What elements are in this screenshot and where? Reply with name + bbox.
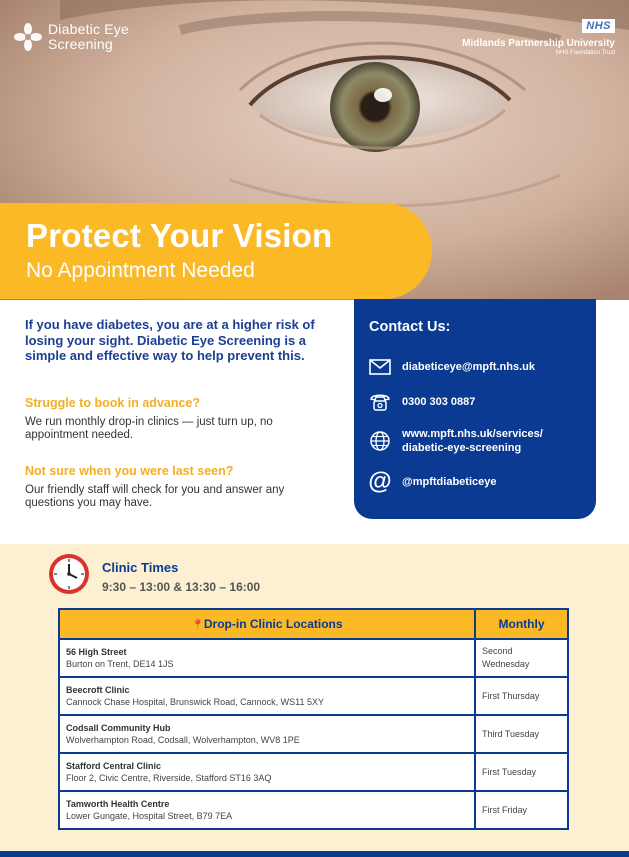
logo-line-2: Screening	[48, 36, 113, 52]
page-title: Protect Your Vision	[26, 217, 333, 254]
location-address: Lower Gungate, Hospital Street, B79 7EA	[66, 811, 233, 821]
at-sign-icon: @	[368, 468, 392, 495]
trust-name: NHS Foundation Trust	[555, 50, 615, 56]
contact-social[interactable]: @mpftdiabeticeye	[402, 476, 497, 488]
contact-title: Contact Us:	[369, 319, 451, 335]
telephone-icon	[368, 390, 392, 414]
contact-phone[interactable]: 0300 303 0887	[402, 396, 476, 408]
question-2-heading: Not sure when you were last seen?	[25, 464, 234, 478]
clinic-times-hours: 9:30 – 13:00 & 13:30 – 16:00	[102, 580, 261, 594]
envelope-icon	[368, 355, 392, 379]
logo-line-1: Diabetic Eye	[48, 21, 129, 37]
location-address: Burton on Trent, DE14 1JS	[66, 659, 174, 669]
table-row	[59, 677, 568, 715]
location-address: Floor 2, Civic Centre, Riverside, Stafford ST16 3AQ	[66, 773, 272, 783]
location-name: Codsall Community Hub	[66, 723, 171, 733]
header-monthly: Monthly	[475, 609, 568, 639]
monthly-cell: Third Tuesday	[475, 715, 568, 753]
contact-email-row[interactable]	[368, 355, 535, 379]
location-name: Stafford Central Clinic	[66, 761, 162, 771]
location-name: 56 High Street	[66, 647, 127, 657]
location-cell	[59, 753, 475, 791]
nhs-logo	[462, 16, 615, 56]
table-row	[59, 791, 568, 829]
page-subtitle: No Appointment Needed	[26, 259, 255, 282]
intro-text: If you have diabetes, you are at a higher risk of losing your sight. Diabetic Eye Screening is a simple and effective way to help prevent this.	[25, 317, 315, 363]
location-cell	[59, 791, 475, 829]
org-name: Midlands Partnership University	[462, 38, 615, 49]
contact-website[interactable]	[402, 427, 543, 455]
contact-panel	[354, 299, 596, 519]
clinic-section	[0, 544, 629, 857]
location-cell	[59, 715, 475, 753]
table-row	[59, 753, 568, 791]
clock-icon	[47, 552, 91, 596]
monthly-cell: Second Wednesday	[475, 639, 568, 677]
table-row	[59, 639, 568, 677]
question-2-text: Our friendly staff will check for you and answer any questions you may have.	[25, 484, 285, 509]
table-row	[59, 715, 568, 753]
table-header-row	[59, 609, 568, 639]
flower-logo-icon	[14, 23, 42, 51]
header-locations-label: Drop-in Clinic Locations	[203, 617, 343, 631]
contact-email[interactable]: diabeticeye@mpft.nhs.uk	[402, 361, 535, 373]
question-1-text: We run monthly drop-in clinics — just turn up, no appointment needed.	[25, 416, 273, 441]
location-pin-icon: 📍	[191, 620, 204, 631]
clinic-locations-table	[58, 608, 569, 830]
title-banner	[0, 203, 432, 299]
nhs-badge: NHS	[582, 19, 615, 33]
location-cell	[59, 639, 475, 677]
logo-text	[48, 22, 129, 52]
contact-web-row[interactable]	[368, 427, 543, 455]
location-name: Tamworth Health Centre	[66, 799, 170, 809]
monthly-cell: First Tuesday	[475, 753, 568, 791]
bottom-bar	[0, 851, 629, 857]
clinic-times-title: Clinic Times	[102, 560, 179, 575]
globe-icon	[368, 429, 392, 453]
website-line-1: www.mpft.nhs.uk/services/	[402, 428, 543, 440]
monthly-cell: First Thursday	[475, 677, 568, 715]
header-locations	[59, 609, 475, 639]
contact-phone-row[interactable]	[368, 390, 475, 414]
website-line-2: diabetic-eye-screening	[402, 442, 522, 454]
brand-logo	[14, 22, 129, 52]
monthly-cell: First Friday	[475, 791, 568, 829]
question-1-heading: Struggle to book in advance?	[25, 396, 201, 410]
contact-social-row[interactable]	[368, 470, 496, 494]
location-cell	[59, 677, 475, 715]
location-address: Wolverhampton Road, Codsall, Wolverhampton, WV8 1PE	[66, 735, 300, 745]
location-name: Beecroft Clinic	[66, 685, 130, 695]
location-address: Cannock Chase Hospital, Brunswick Road, Cannock, WS11 5XY	[66, 697, 324, 707]
